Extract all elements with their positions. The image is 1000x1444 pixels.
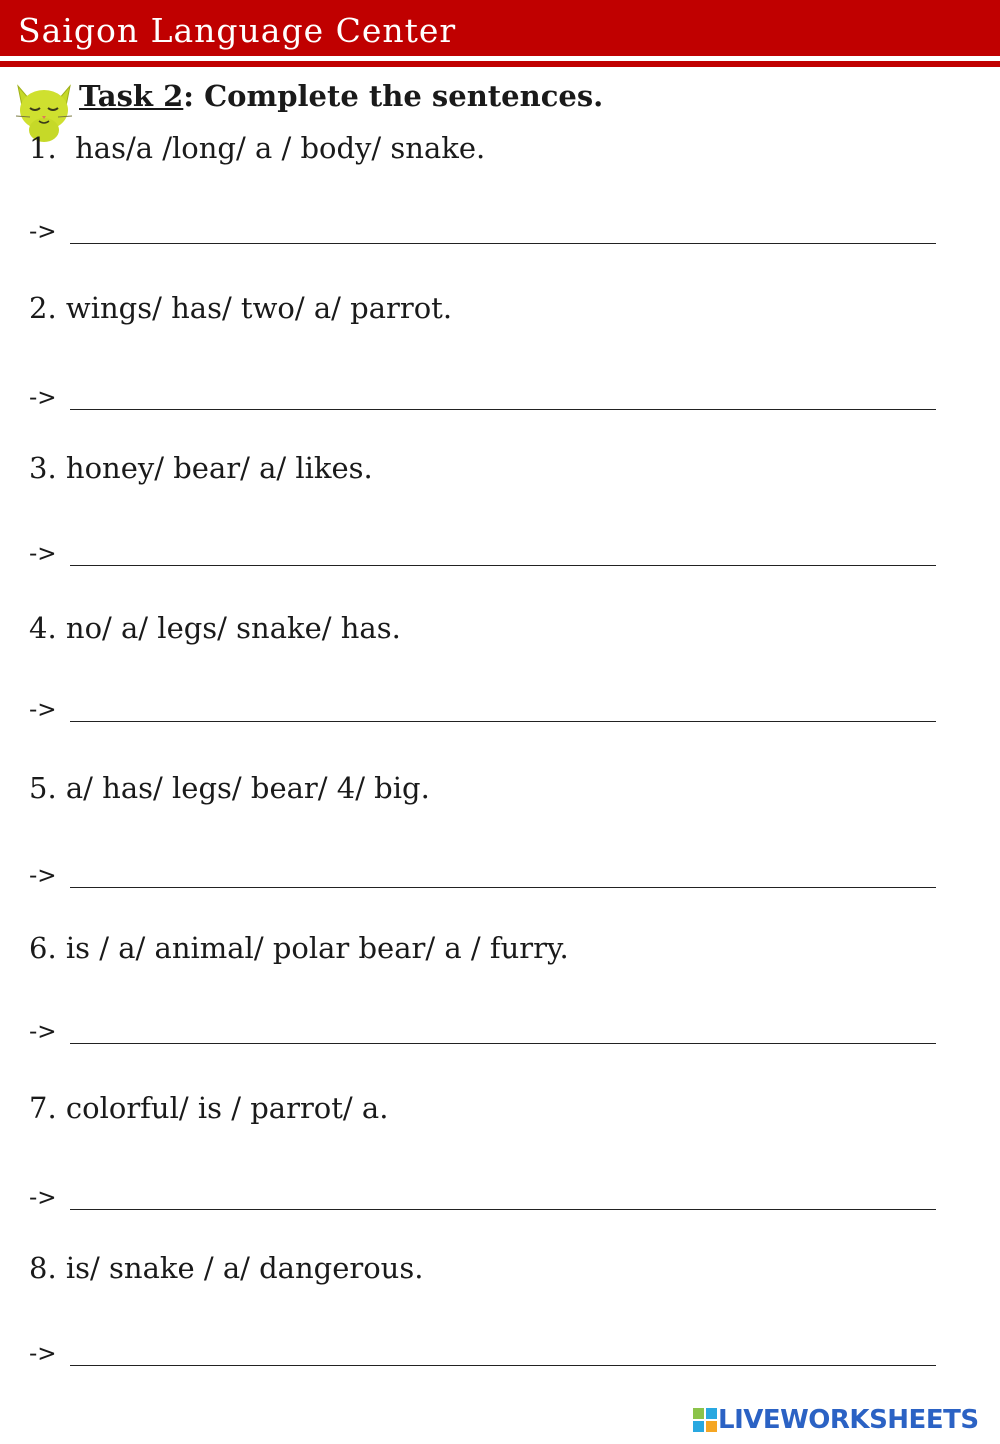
page-header-title: Saigon Language Center (18, 11, 457, 50)
header-divider (0, 61, 1000, 67)
question-3-prompt: 3. honey/ bear/ a/ likes. (29, 451, 373, 485)
question-4-prompt: 4. no/ a/ legs/ snake/ has. (29, 611, 401, 645)
answer-arrow: -> (29, 219, 57, 245)
question-6-prompt: 6. is / a/ animal/ polar bear/ a / furry. (29, 931, 569, 965)
answer-row-3 (29, 534, 937, 570)
liveworksheets-logo-icon (693, 1408, 717, 1432)
question-2-prompt: 2. wings/ has/ two/ a/ parrot. (29, 291, 453, 325)
answer-row-1 (29, 212, 937, 248)
answer-row-2 (29, 378, 937, 414)
answer-arrow: -> (29, 541, 57, 567)
answer-row-4 (29, 690, 937, 726)
task-heading (79, 78, 603, 114)
answer-input-8[interactable] (70, 1365, 936, 1366)
answer-input-5[interactable] (70, 887, 936, 888)
answer-input-6[interactable] (70, 1043, 936, 1044)
task-instruction: : Complete the sentences. (183, 79, 604, 113)
answer-arrow: -> (29, 697, 57, 723)
answer-arrow: -> (29, 1185, 57, 1211)
answer-input-3[interactable] (70, 565, 936, 566)
answer-arrow: -> (29, 863, 57, 889)
answer-arrow: -> (29, 385, 57, 411)
answer-row-7 (29, 1178, 937, 1214)
brand-text: LIVEWORKSHEETS (718, 1405, 979, 1435)
answer-input-1[interactable] (70, 243, 936, 244)
answer-input-4[interactable] (70, 721, 936, 722)
answer-row-5 (29, 856, 937, 892)
question-1-prompt: 1. has/a /long/ a / body/ snake. (29, 131, 486, 165)
header-bar (0, 0, 1000, 56)
question-7-prompt: 7. colorful/ is / parrot/ a. (29, 1091, 389, 1125)
answer-row-8 (29, 1334, 937, 1370)
answer-input-2[interactable] (70, 409, 936, 410)
question-5-prompt: 5. a/ has/ legs/ bear/ 4/ big. (29, 771, 430, 805)
question-8-prompt: 8. is/ snake / a/ dangerous. (29, 1251, 424, 1285)
task-label: Task 2 (79, 79, 184, 113)
answer-arrow: -> (29, 1019, 57, 1045)
answer-row-6 (29, 1012, 937, 1048)
answer-input-7[interactable] (70, 1209, 936, 1210)
answer-arrow: -> (29, 1341, 57, 1367)
